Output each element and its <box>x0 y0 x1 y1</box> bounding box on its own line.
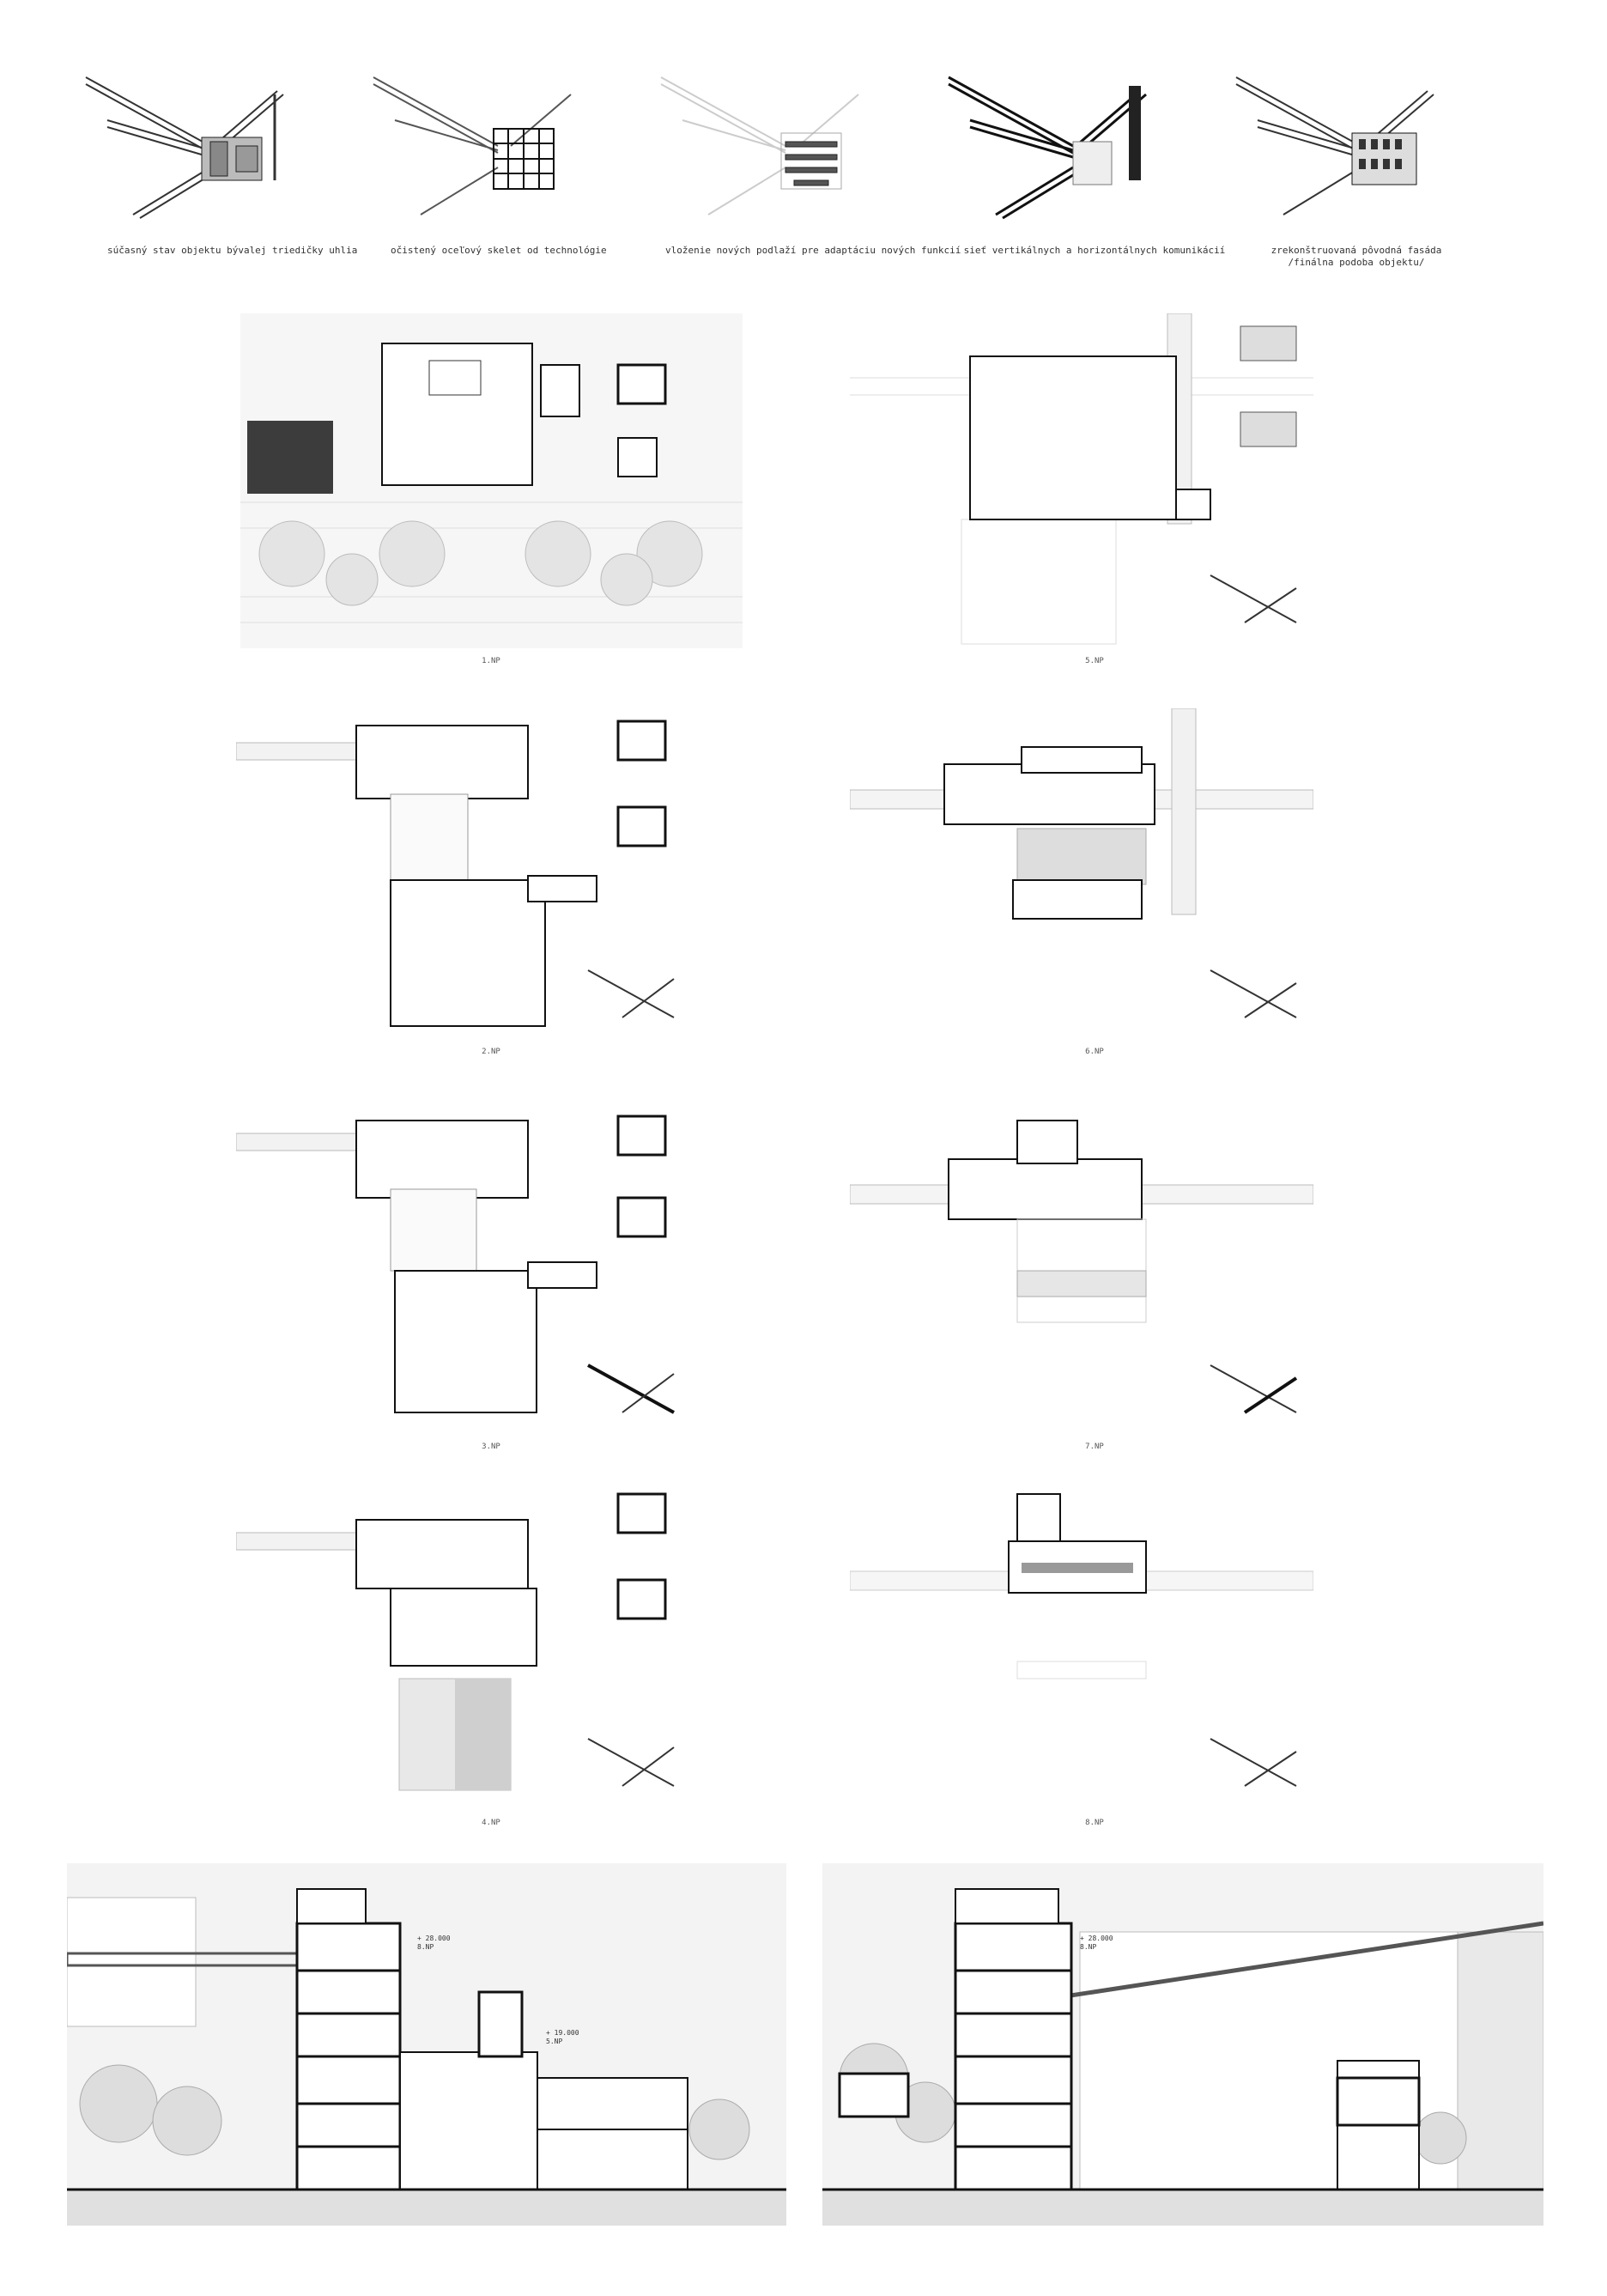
axonometry-stage-4 <box>944 60 1150 223</box>
plan-label-3np: 3.NP <box>482 1443 500 1451</box>
section-left-level-top: + 28.000 <box>417 1935 451 1942</box>
floor-plan-7np <box>850 1103 1313 1438</box>
plan-label-5np: 5.NP <box>1085 657 1104 665</box>
axonometry-stage-2 <box>369 60 575 223</box>
floor-plan-8np <box>850 1477 1313 1812</box>
section-left-level-mid-sub: 5.NP <box>546 2038 563 2045</box>
floor-plan-6np <box>850 708 1313 1043</box>
section-left <box>67 1863 786 2226</box>
plan-label-6np: 6.NP <box>1085 1048 1104 1056</box>
plan-label-1np: 1.NP <box>482 657 500 665</box>
stage-5-caption-sub: /finálna podoba objektu/ <box>1288 257 1425 268</box>
stage-5-caption: zrekonštruovaná pôvodná fasáda <box>1270 245 1442 256</box>
plan-label-2np: 2.NP <box>482 1048 500 1056</box>
floor-plan-2np <box>236 708 743 1043</box>
stage-4-caption: sieť vertikálnych a horizontálnych komunikácií <box>963 245 1226 256</box>
axonometry-stage-1 <box>82 60 288 223</box>
floor-plan-4np <box>236 1477 743 1812</box>
axonometry-stage-3 <box>657 60 863 223</box>
section-right-level-top-sub: 8.NP <box>1080 1943 1097 1951</box>
stage-1-caption: súčasný stav objektu bývalej triedičky uhlia <box>107 245 358 256</box>
section-left-level-mid: + 19.000 <box>546 2029 579 2037</box>
section-left-level-top-sub: 8.NP <box>417 1943 434 1951</box>
section-right <box>822 1863 1543 2226</box>
axonometry-stage-5 <box>1232 60 1438 223</box>
floor-plan-5np <box>850 313 1313 648</box>
plan-label-8np: 8.NP <box>1085 1819 1104 1827</box>
stage-3-caption: vloženie nových podlaží pre adaptáciu nových funkcií <box>665 245 961 256</box>
plan-label-4np: 4.NP <box>482 1819 500 1827</box>
floor-plan-3np <box>236 1103 743 1438</box>
plan-label-7np: 7.NP <box>1085 1443 1104 1451</box>
stage-2-caption: očistený oceľový skelet od technológie <box>391 245 607 256</box>
section-right-level-top: + 28.000 <box>1080 1935 1113 1942</box>
floor-plan-1np <box>240 313 743 648</box>
